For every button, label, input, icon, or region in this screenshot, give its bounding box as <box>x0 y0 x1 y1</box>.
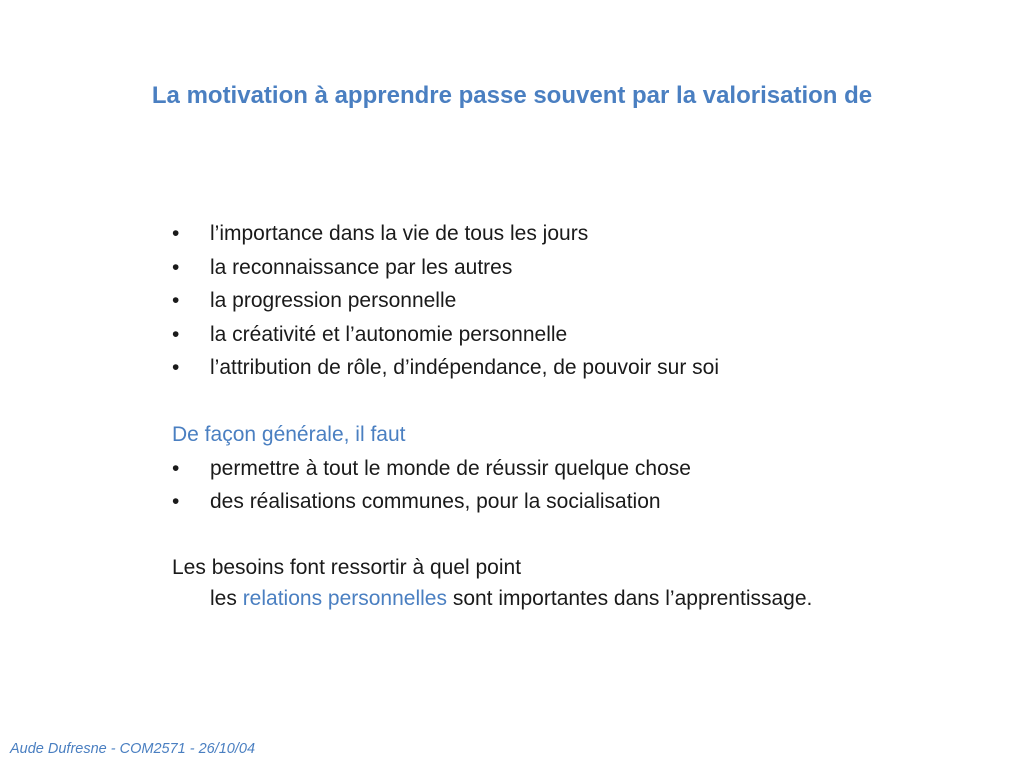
bullet-icon: • <box>172 222 180 245</box>
bullet-icon: • <box>172 356 180 380</box>
closing-line-1: Les besoins font ressortir à quel point <box>172 555 522 579</box>
bullet-icon: • <box>172 255 180 279</box>
list-item-text: des réalisations communes, pour la socialisation <box>210 490 661 514</box>
list-item-text: la reconnaissance par les autres <box>210 255 513 279</box>
list-item-text: l’attribution de rôle, d’indépendance, de pouvoir sur soi <box>210 356 719 380</box>
list-item <box>172 284 992 318</box>
bullet-icon: • <box>172 456 180 480</box>
closing-paragraph <box>172 551 992 615</box>
recommendation-list <box>172 452 992 519</box>
list-item <box>172 318 992 352</box>
list-item <box>172 485 992 519</box>
slide-title: La motivation à apprendre passe souvent par la valorisation de <box>151 82 873 109</box>
closing-suffix: sont importantes dans l’apprentissage. <box>446 587 813 611</box>
closing-prefix: les <box>210 587 243 611</box>
slide-content <box>172 217 992 614</box>
bullet-icon: • <box>172 289 180 313</box>
list-item <box>172 452 992 486</box>
section-heading: De façon générale, il faut <box>172 422 406 446</box>
list-item-text: l’importance dans la vie de tous les jours <box>210 222 589 245</box>
list-item-text: permettre à tout le monde de réussir quelque chose <box>210 456 691 480</box>
list-item-text: la progression personnelle <box>210 289 457 313</box>
closing-line-2 <box>172 584 992 614</box>
list-item <box>172 251 992 285</box>
highlight-text: relations personnelles <box>242 587 447 611</box>
list-item <box>172 351 992 385</box>
valorisation-list <box>172 217 992 385</box>
slide-footer: Aude Dufresne - COM2571 - 26/10/04 <box>10 741 256 757</box>
list-item-text: la créativité et l’autonomie personnelle <box>210 322 568 346</box>
bullet-icon: • <box>172 322 180 346</box>
bullet-icon: • <box>172 490 180 514</box>
list-item <box>172 217 992 251</box>
